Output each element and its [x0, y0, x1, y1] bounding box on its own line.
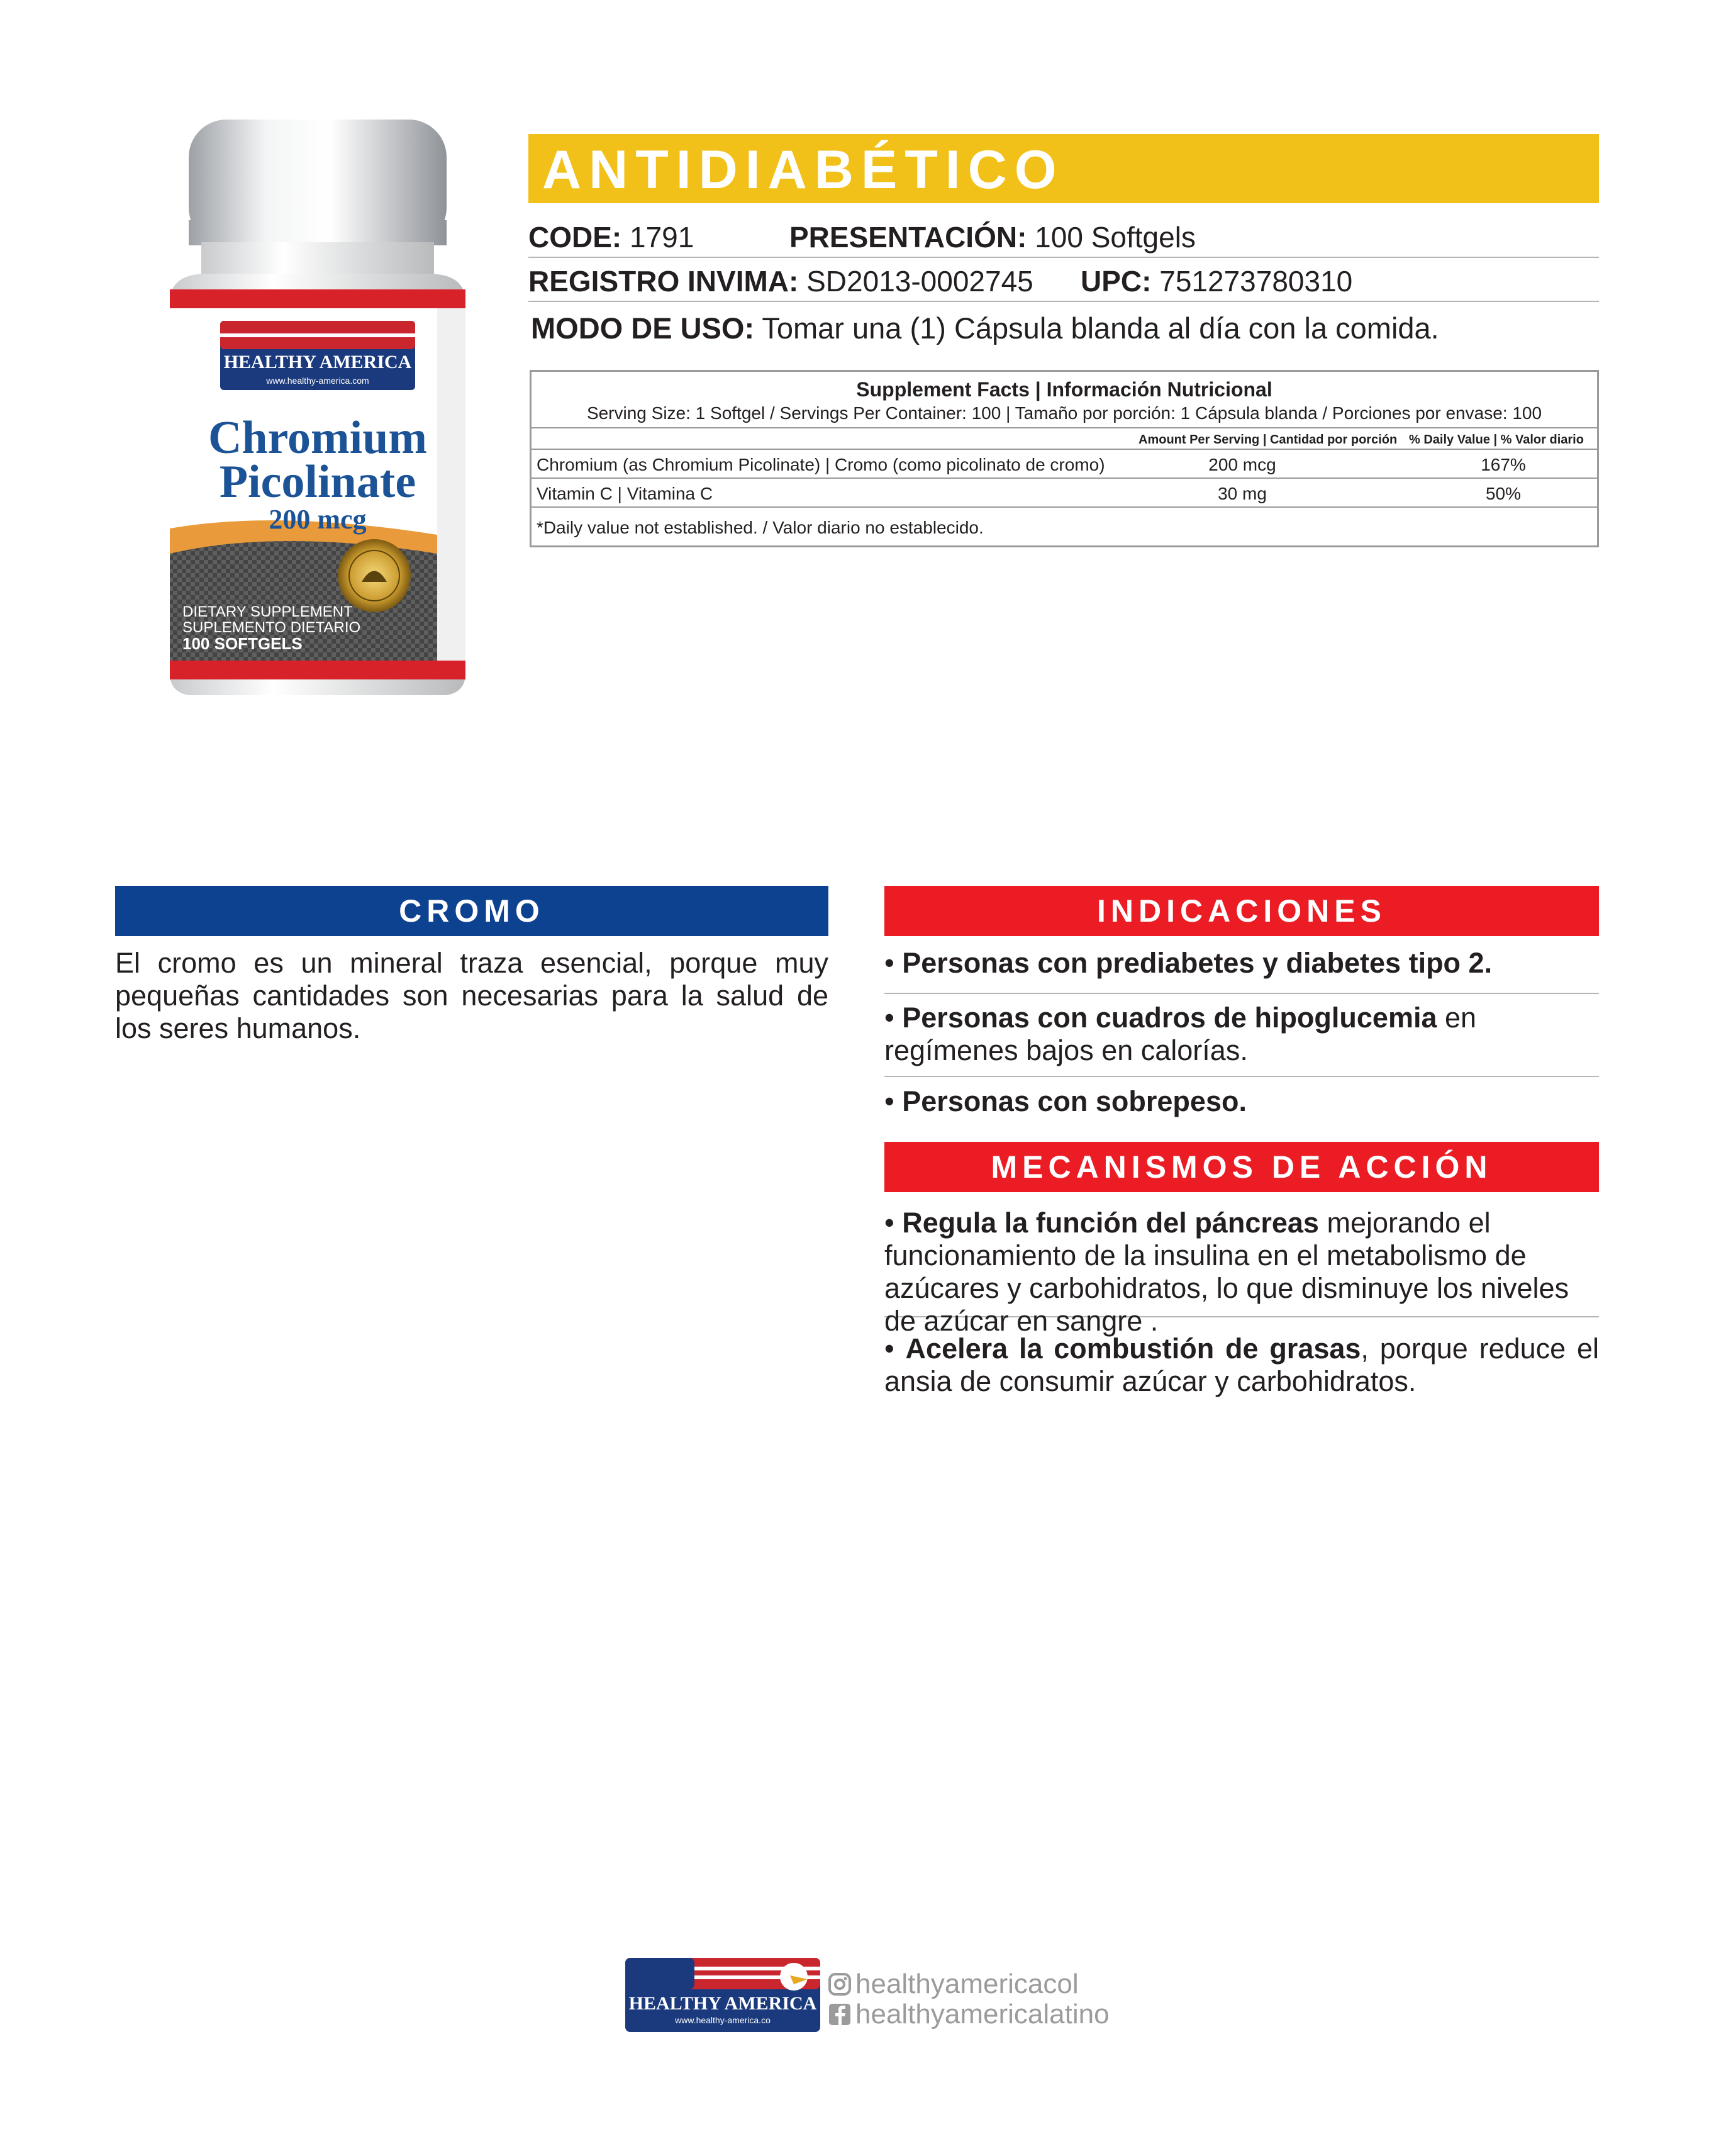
indicaciones-heading: INDICACIONES [884, 886, 1599, 936]
bottle-count: 100 SOFTGELS [182, 634, 303, 653]
indicacion-bold: Personas con cuadros de hipoglucemia [902, 1002, 1437, 1034]
invima-value: SD2013-0002745 [806, 265, 1033, 298]
page-title: ANTIDIABÉTICO [542, 140, 1064, 200]
table-row [532, 450, 1597, 479]
code-field [528, 223, 694, 252]
indicacion-item: • Personas con sobrepeso. [884, 1085, 1247, 1117]
facts-title: Supplement Facts | Información Nutricional [856, 378, 1272, 401]
instagram-text: healthyamericacol [855, 1969, 1079, 1999]
code-value: 1791 [630, 221, 694, 254]
indicacion-bold: Personas con prediabetes y diabetes tipo 2. [902, 947, 1493, 979]
invima-label: REGISTRO INVIMA: [528, 265, 799, 298]
indicacion-text: en regímenes bajos en calorías. [884, 1002, 1477, 1066]
facts-column-headers [532, 428, 1597, 450]
facts-serving: Serving Size: 1 Softgel / Servings Per Container: 100 | Tamaño por porción: 1 Cápsula blanda / Porciones por envase: 100 [586, 403, 1542, 423]
nutrient-amount: 30 mg [1218, 484, 1267, 503]
modo-de-uso [531, 313, 1439, 343]
indicacion-item: • Personas con cuadros de hipoglucemia en regímenes bajos en calorías. [884, 1002, 1599, 1077]
supplement-facts-table [530, 370, 1599, 547]
mecanismo-text: mejorando el funcionamiento de la insulina en el metabolismo de azúcares y carbohidratos, lo que disminuye los niveles de azúcar en sangre . [884, 1207, 1569, 1337]
facts-col-amount: Amount Per Serving | Cantidad por porción [1138, 433, 1398, 447]
invima-row [528, 258, 1599, 302]
bottle-brand-url: www.healthy-america.com [266, 376, 369, 386]
uso-label: MODO DE USO: [531, 311, 755, 345]
cromo-description: El cromo es un mineral traza esencial, porque muy pequeñas cantidades son necesarias para la salud de los seres humanos. [115, 947, 828, 1044]
mecanismo-item: • Acelera la combustión de grasas, porque reduce el ansia de consumir azúcar y carbohidratos. [884, 1332, 1599, 1397]
presentacion-label: PRESENTACIÓN: [789, 221, 1027, 254]
uso-value: Tomar una (1) Cápsula blanda al día con la comida. [762, 311, 1439, 345]
code-label: CODE: [528, 221, 622, 254]
facebook-handle[interactable] [828, 2001, 1110, 2028]
bottle-dose: 200 mcg [269, 504, 367, 535]
facts-header [532, 372, 1597, 428]
nutrient-dv: 50% [1485, 484, 1522, 503]
mecanismo-bold: Acelera la combustión de grasas [905, 1332, 1361, 1365]
facts-note: *Daily value not established. / Valor diario no establecido. [537, 518, 984, 537]
bottle-name-line1: Chromium [208, 412, 428, 464]
footer-brand: HEALTHY AMERICA [628, 1993, 817, 2014]
bottle-brand: HEALTHY AMERICA [223, 352, 412, 372]
mecanismo-bold: Regula la función del páncreas [902, 1207, 1319, 1239]
bottle-type-en: DIETARY SUPPLEMENT [182, 603, 353, 620]
upc-value: 751273780310 [1159, 265, 1353, 298]
code-row [528, 214, 1599, 258]
indicacion-item: • Personas con prediabetes y diabetes tipo 2. [884, 947, 1599, 994]
mecanismo-item: • Regula la función del páncreas mejorando el funcionamiento de la insulina en el metabolismo de azúcares y carbohidratos, lo que disminuye los niveles de azúcar en sangre . [884, 1207, 1599, 1317]
nutrient-dv: 167% [1481, 455, 1526, 474]
footer-brand-url: www.healthy-america.co [675, 2015, 771, 2025]
nutrient-amount: 200 mcg [1208, 455, 1276, 474]
upc-label: UPC: [1081, 265, 1152, 298]
mecanismo-text: , porque reduce el ansia de consumir azúcar y carbohidratos. [884, 1332, 1599, 1397]
facts-col-dv: % Daily Value | % Valor diario [1409, 433, 1584, 447]
healthy-america-logo [625, 1958, 820, 2032]
instagram-icon [828, 1972, 852, 1996]
product-bottle-image [151, 120, 503, 711]
nutrient-name: Vitamin C | Vitamina C [537, 484, 713, 503]
upc-field [1081, 267, 1352, 296]
presentacion-field [789, 223, 1196, 252]
facebook-text: healthyamericalatino [855, 1999, 1110, 2030]
bottle-type-es: SUPLEMENTO DIETARIO [182, 619, 361, 636]
presentacion-value: 100 Softgels [1035, 221, 1196, 254]
invima-field [528, 267, 1033, 296]
cromo-heading: CROMO [115, 886, 828, 936]
instagram-handle[interactable] [828, 1970, 1079, 1998]
facebook-icon [828, 2002, 852, 2026]
mecanismos-heading: MECANISMOS DE ACCIÓN [884, 1142, 1599, 1192]
nutrient-name: Chromium (as Chromium Picolinate) | Cromo (como picolinato de cromo) [537, 455, 1105, 474]
indicacion-bold: Personas con sobrepeso. [902, 1085, 1247, 1117]
bottle-name-line2: Picolinate [219, 456, 416, 508]
table-row [532, 479, 1597, 508]
title-bar [528, 134, 1599, 203]
